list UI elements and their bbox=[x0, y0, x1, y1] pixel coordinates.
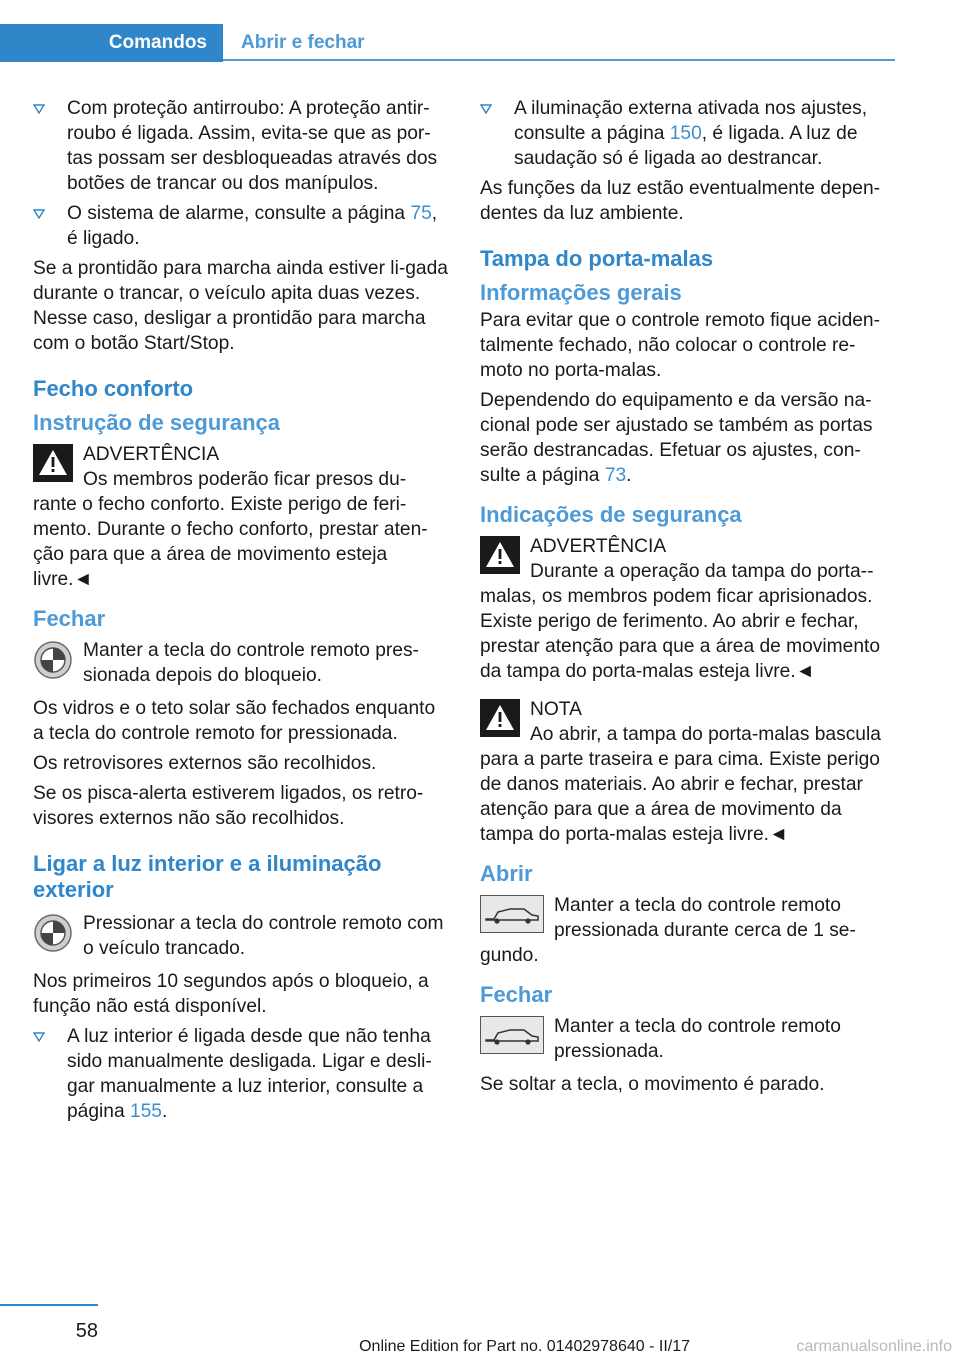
list-text: O sistema de alarme, consulte a página bbox=[67, 203, 411, 224]
subsection-heading: Fechar bbox=[33, 606, 106, 631]
page-header bbox=[0, 24, 895, 62]
watermark: carmanualsonline.info bbox=[796, 1338, 952, 1355]
warning-block bbox=[33, 442, 449, 592]
paragraph: Os retrovisores externos são recolhidos. bbox=[33, 753, 377, 774]
triangle-bullet-icon bbox=[33, 104, 45, 114]
instruction-block bbox=[33, 911, 449, 961]
paragraph: Se os pisca-alerta estiverem ligados, os retro‐visores externos não são recolhidos. bbox=[33, 783, 424, 829]
warning-text: Os membros poderão ficar presos du‐rante o fecho conforto. Existe perigo de feri‐mento. Durante o fecho conforto, prestar aten‐ção para que a área de movimento esteja livre.◄ bbox=[33, 469, 428, 590]
triangle-bullet-icon bbox=[33, 1032, 45, 1042]
bmw-key-icon bbox=[33, 913, 73, 953]
triangle-bullet-icon bbox=[480, 104, 492, 114]
bmw-key-icon bbox=[33, 640, 73, 680]
page-number: 58 bbox=[75, 1320, 98, 1342]
list-item bbox=[33, 1024, 449, 1124]
trunk-button-icon bbox=[480, 895, 544, 933]
paragraph-text: . bbox=[626, 465, 632, 486]
paragraph: As funções da luz estão eventualmente depen‐dentes da luz ambiente. bbox=[480, 178, 881, 224]
subsection-heading: Indicações de segurança bbox=[480, 502, 742, 527]
page-link-73[interactable]: 73 bbox=[604, 465, 627, 486]
instruction-text: Manter a tecla do controle remoto pressionada durante cerca de 1 se‐gundo. bbox=[480, 895, 856, 966]
paragraph-text: Dependendo do equipamento e da versão na‐cional pode ser ajustado se também as portas serão destrancadas. Efetuar os ajustes, con‐sulte a página bbox=[480, 390, 873, 486]
warning-icon bbox=[33, 444, 73, 482]
footer-divider bbox=[0, 1304, 98, 1306]
list-item bbox=[33, 96, 449, 196]
instruction-block bbox=[480, 1014, 896, 1064]
list-text: , é ligado. bbox=[67, 203, 438, 249]
header-divider bbox=[223, 59, 895, 61]
paragraph: Se a prontidão para marcha ainda estiver li‐gada durante o trancar, o veículo apita duas vezes. Nesse caso, desligar a prontidão para marcha com o botão Start/Stop. bbox=[33, 258, 448, 354]
list-text: , é ligada. A luz de saudação só é ligada ao destrancar. bbox=[514, 123, 858, 169]
subsection-heading: Informações gerais bbox=[480, 280, 682, 305]
page-link-155[interactable]: 155 bbox=[129, 1101, 162, 1122]
triangle-bullet-icon bbox=[33, 209, 45, 219]
list-item bbox=[480, 96, 896, 171]
notice-title: NOTA bbox=[530, 699, 582, 720]
warning-icon bbox=[480, 536, 520, 574]
list-text: . bbox=[161, 1101, 168, 1122]
tab-comandos[interactable]: Comandos bbox=[0, 24, 223, 62]
list-item bbox=[33, 201, 449, 251]
instruction-block bbox=[33, 638, 449, 688]
right-column bbox=[480, 96, 896, 1102]
paragraph: Para evitar que o controle remoto fique aciden‐talmente fechado, não colocar o controle re‐moto no porta-malas. bbox=[480, 310, 880, 381]
warning-text: Durante a operação da tampa do porta‐-malas, os membros podem ficar aprisionados. Existe perigo de ferimento. Ao abrir e fechar, prestar atenção para que a área de movimento da tampa do porta-malas esteja livre.◄ bbox=[480, 561, 880, 682]
warning-icon bbox=[480, 699, 520, 737]
section-heading: Tampa do porta-malas bbox=[480, 246, 714, 271]
paragraph bbox=[480, 388, 896, 488]
list-text: A iluminação externa ativada nos ajustes, consulte a página bbox=[514, 98, 868, 144]
paragraph: Se soltar a tecla, o movimento é parado. bbox=[480, 1074, 825, 1095]
notice-text: Ao abrir, a tampa do porta-malas bascula para a parte traseira e para cima. Existe perigo de danos materiais. Ao abrir e fechar, prestar atenção para que a área de movimento da tampa do porta-malas esteja livre.◄ bbox=[480, 724, 881, 845]
left-column bbox=[33, 96, 449, 1129]
instruction-text: Manter a tecla do controle remoto pres‐sionada depois do bloqueio. bbox=[83, 640, 419, 686]
tab-abrir-e-fechar[interactable]: Abrir e fechar bbox=[241, 32, 365, 53]
page-link-150[interactable]: 150 bbox=[669, 123, 702, 144]
list-text: A luz interior é ligada desde que não tenha sido manualmente desligada. Ligar e desli‐gar manualmente a luz interior, consulte a página bbox=[67, 1026, 432, 1122]
trunk-button-icon bbox=[480, 1016, 544, 1054]
warning-title: ADVERTÊNCIA bbox=[83, 444, 220, 465]
subsection-heading: Instrução de segurança bbox=[33, 410, 280, 435]
warning-title: ADVERTÊNCIA bbox=[530, 536, 667, 557]
paragraph: Os vidros e o teto solar são fechados enquanto a tecla do controle remoto for pressionada. bbox=[33, 698, 436, 744]
list-text: Com proteção antirroubo: A proteção antir‐roubo é ligada. Assim, evita-se que as por‐tas possam ser desbloqueadas através dos botões de trancar ou dos manípulos. bbox=[67, 98, 438, 194]
paragraph: Nos primeiros 10 segundos após o bloqueio, a função não está disponível. bbox=[33, 971, 429, 1017]
section-heading: Ligar a luz interior e a iluminação exterior bbox=[33, 851, 382, 902]
section-heading: Fecho conforto bbox=[33, 376, 194, 401]
subsection-heading: Fechar bbox=[480, 982, 553, 1007]
instruction-text: Pressionar a tecla do controle remoto com o veículo trancado. bbox=[83, 913, 444, 959]
instruction-block bbox=[480, 893, 896, 968]
warning-block bbox=[480, 534, 896, 684]
page-link-75[interactable]: 75 bbox=[410, 203, 432, 224]
instruction-text: Manter a tecla do controle remoto pressionada. bbox=[554, 1016, 841, 1062]
subsection-heading: Abrir bbox=[480, 861, 533, 886]
notice-block bbox=[480, 697, 896, 847]
edition-info: Online Edition for Part no. 01402978640 - II/17 bbox=[359, 1338, 690, 1355]
